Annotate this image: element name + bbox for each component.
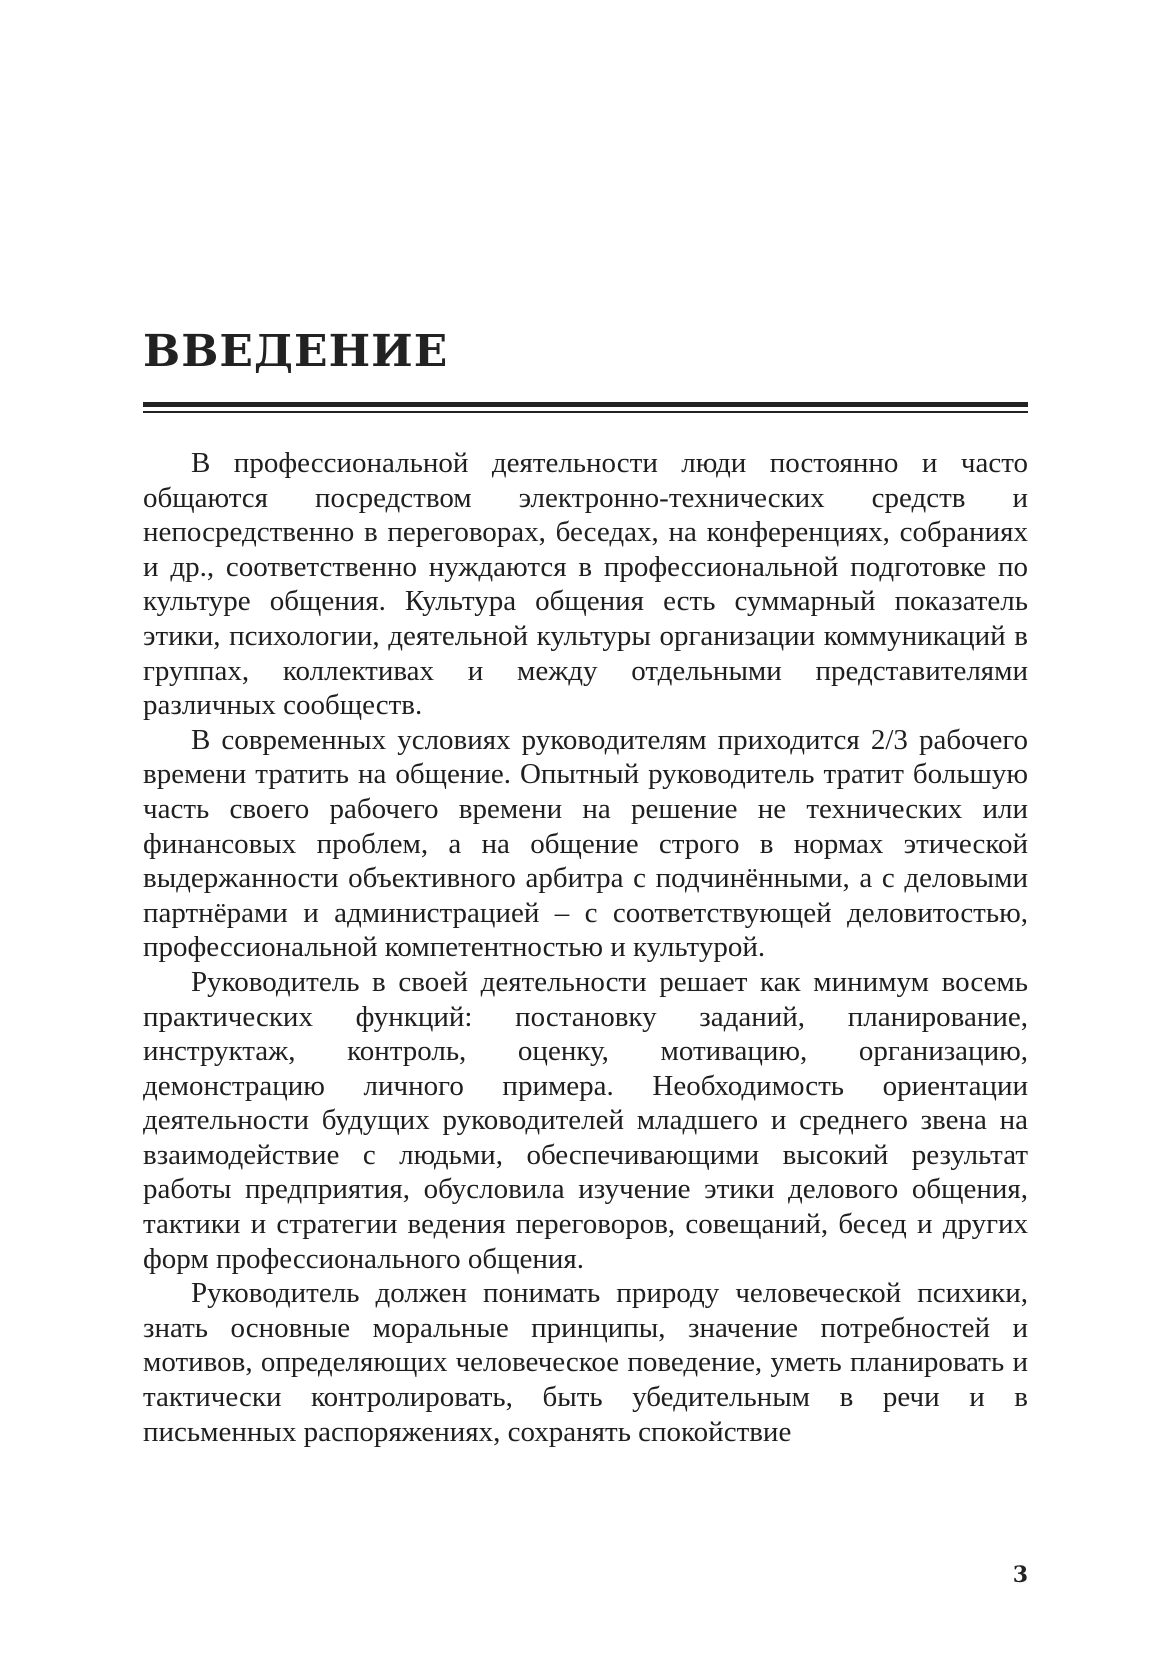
paragraph-1: В профессиональной деятельности люди постоянно и часто общаются посредством электронно-технических средств и непосредственно в переговорах, беседах, на конференциях, собраниях и др., соответственно нуждаются в профессиональной подготовке по культуре общения. Культура общения есть суммарный показатель этики, психологии, деятельной культуры организации коммуникаций в группах, коллективах и между отдельными представителями различных сообществ. [143, 447, 1028, 722]
title-rule-thin [143, 411, 1028, 413]
title-rule-thick [143, 402, 1028, 407]
chapter-title: ВВЕДЕНИЕ [143, 326, 449, 377]
paragraph-2: В современных условиях руководителям приходится 2/3 рабочего времени тратить на общение. Опытный руководитель тратит большую часть своего рабочего времени на решение не технических или финансовых проблем, а на общение строго в нормах этической выдержанности объективного арбитра с подчинёнными, а с деловыми партнёрами и администрацией – с соответствующей деловитостью, профессиональной компетентностью и культурой. [143, 723, 1028, 964]
paragraph-4: Руководитель должен понимать природу человеческой психики, знать основные моральные принципы, значение потребностей и мотивов, определяющих человеческое поведение, уметь планировать и тактически контролировать, быть убедительным в речи и в письменных распоряжениях, сохранять спокойствие [143, 1277, 1028, 1448]
paragraph-3: Руководитель в своей деятельности решает как минимум восемь практических функций: постановку заданий, планирование, инструктаж, контроль, оценку, мотивацию, организацию, демонстрацию личного примера. Необходимость ориентации деятельности будущих руководителей младшего и среднего звена на взаимодействие с людьми, обеспечивающими высокий результат работы предприятия, обусловила изучение этики делового общения, тактики и стратегии ведения переговоров, совещаний, бесед и других форм профессионального общения. [143, 965, 1028, 1275]
body-text [143, 446, 1028, 1449]
page-number: 3 [1012, 1562, 1028, 1588]
